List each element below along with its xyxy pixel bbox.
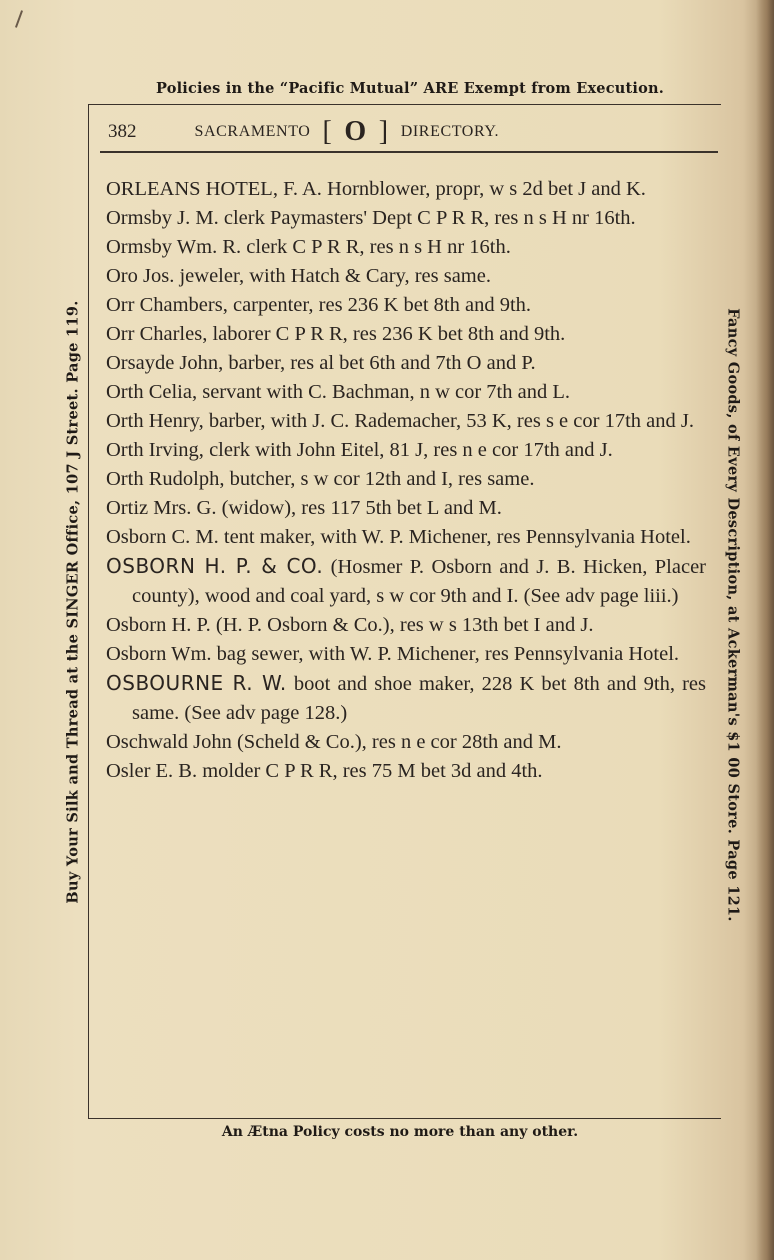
entry-name: Oro Jos.	[106, 265, 175, 287]
entry-details: laborer C P R R, res 236 K bet 8th and 9th.	[207, 323, 566, 345]
directory-entry	[106, 640, 706, 669]
entry-details: F. A. Hornblower, propr, w s 2d bet J and K.	[277, 178, 646, 200]
directory-entry	[106, 728, 706, 757]
directory-entry	[106, 611, 706, 640]
directory-entry	[106, 494, 706, 523]
directory-entry	[106, 320, 706, 349]
directory-entry	[106, 757, 706, 786]
entry-name: Orr Charles,	[106, 323, 208, 345]
directory-entry	[106, 523, 706, 552]
running-title	[195, 116, 500, 148]
directory-entry	[106, 436, 706, 465]
entry-name: Osborn H. P.	[106, 614, 211, 636]
entry-name: Ortiz Mrs. G.	[106, 497, 217, 519]
city-name: SACRAMENTO	[194, 123, 311, 140]
entry-details: molder C P R R, res 75 M bet 3d and 4th.	[197, 760, 543, 782]
entry-name: Oschwald John	[106, 731, 232, 753]
entry-name: OSBORN H. P. & CO.	[106, 554, 324, 578]
entry-name: Orr Chambers,	[106, 294, 228, 316]
entry-details: boot and shoe maker, 228 K bet 8th and 9th, res same. (See adv page 128.)	[132, 673, 707, 724]
entry-name: Orth Henry,	[106, 410, 204, 432]
directory-entry	[106, 349, 706, 378]
entry-details: (Hosmer P. Osborn and J. B. Hicken, Placer county), wood and coal yard, s w cor 9th and I. (See adv page liii.)	[132, 556, 706, 607]
left-margin-ad-text: Buy Your Silk and Thread at the SINGER Office, 107 J Street. Page 119.	[64, 300, 82, 904]
directory-entry	[106, 233, 706, 262]
entry-details: jeweler, with Hatch & Cary, res same.	[174, 265, 491, 287]
page-edge-shadow	[756, 0, 774, 1260]
directory-entry	[106, 407, 706, 436]
right-margin-ad-text: Fancy Goods, of Every Description, at Ackerman's $1 00 Store. Page 121.	[724, 308, 742, 922]
entry-name: Ormsby Wm. R.	[106, 236, 242, 258]
entry-details: barber, res al bet 6th and 7th O and P.	[223, 352, 536, 374]
left-margin-ad	[58, 267, 88, 937]
entry-details: bag sewer, with W. P. Michener, res Pennsylvania Hotel.	[211, 643, 680, 665]
entry-details: (H. P. Osborn & Co.), res w s 13th bet I and J.	[210, 614, 594, 636]
entry-name: Orth Celia,	[106, 381, 198, 403]
directory-entry	[106, 204, 706, 233]
entry-name: Ormsby J. M.	[106, 207, 219, 229]
directory-entry	[106, 175, 706, 204]
entry-details: tent maker, with W. P. Michener, res Pennsylvania Hotel.	[218, 526, 691, 548]
directory-entry	[106, 669, 706, 728]
entry-details: clerk with John Eitel, 81 J, res n e cor 17th and J.	[203, 439, 613, 461]
directory-entry	[106, 552, 706, 611]
entry-name: Osborn Wm.	[106, 643, 212, 665]
pencil-mark	[15, 10, 23, 28]
bottom-advertisement: An Ætna Policy costs no more than any other.	[221, 1124, 579, 1140]
right-margin-ad	[718, 290, 748, 940]
running-header	[108, 114, 714, 150]
entry-name: ORLEANS HOTEL,	[106, 178, 278, 200]
entry-details: butcher, s w cor 12th and I, res same.	[224, 468, 535, 490]
entry-details: clerk Paymasters' Dept C P R R, res n s H nr 16th.	[218, 207, 636, 229]
entry-details: carpenter, res 236 K bet 8th and 9th.	[227, 294, 532, 316]
entry-name: Orth Rudolph,	[106, 468, 225, 490]
entry-details: servant with C. Bachman, n w cor 7th and L.	[197, 381, 570, 403]
directory-entry	[106, 378, 706, 407]
entry-name: Osborn C. M.	[106, 526, 219, 548]
directory-entries	[106, 175, 706, 786]
entry-details: (widow), res 117 5th bet L and M.	[216, 497, 502, 519]
bracket-close: ]	[378, 116, 389, 147]
directory-entry	[106, 291, 706, 320]
header-rule	[100, 151, 718, 153]
entry-name: Orth Irving,	[106, 439, 204, 461]
entry-details: clerk C P R R, res n s H nr 16th.	[241, 236, 511, 258]
bracket-open: [	[322, 116, 333, 147]
directory-entry	[106, 465, 706, 494]
section-title: DIRECTORY.	[400, 123, 500, 140]
page-number: 382	[108, 121, 137, 142]
entry-name: Osler E. B.	[106, 760, 198, 782]
entry-name: OSBOURNE R. W.	[106, 671, 287, 695]
entry-details: barber, with J. C. Rademacher, 53 K, res s e cor 17th and J.	[203, 410, 694, 432]
section-letter: O	[344, 116, 367, 147]
top-advertisement: Policies in the “Pacific Mutual” ARE Exempt from Execution.	[156, 80, 664, 97]
entry-details: (Scheld & Co.), res n e cor 28th and M.	[231, 731, 562, 753]
directory-entry	[106, 262, 706, 291]
entry-name: Orsayde John,	[106, 352, 224, 374]
